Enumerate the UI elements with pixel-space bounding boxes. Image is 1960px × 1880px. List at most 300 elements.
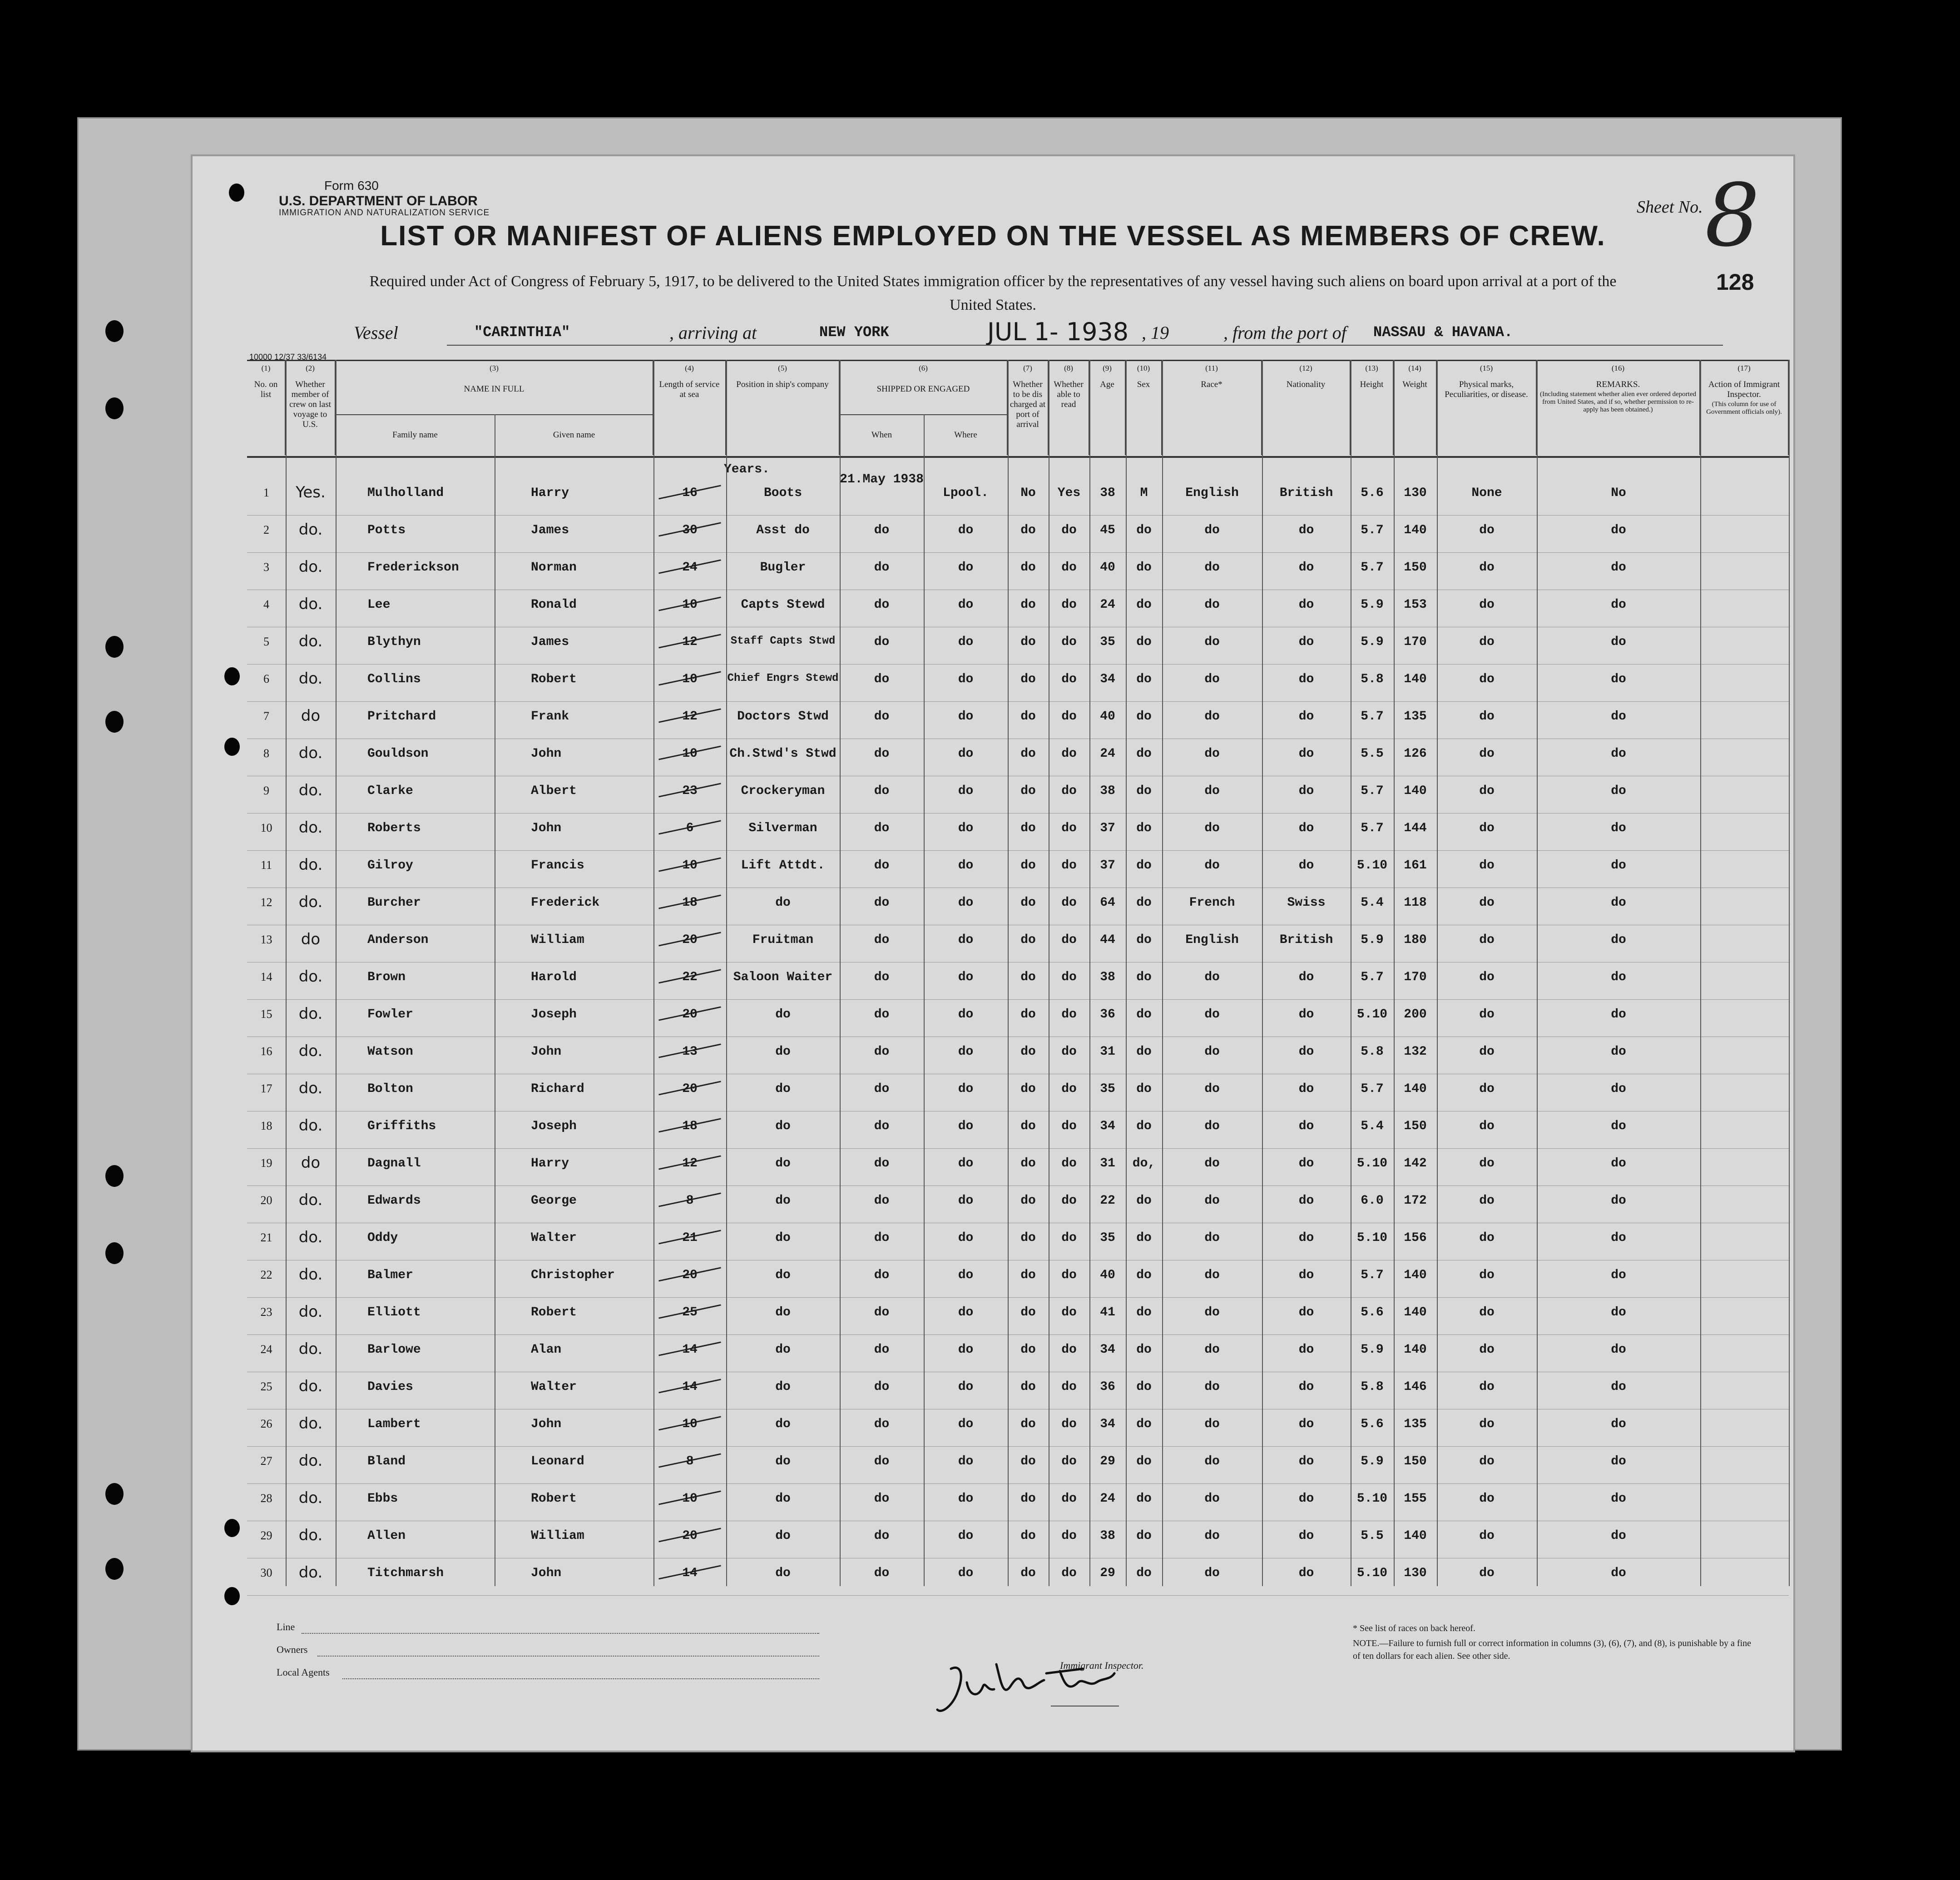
cell-race: do: [1204, 523, 1220, 537]
cell-service: 8: [686, 1194, 694, 1208]
cell-discharged: do: [1020, 598, 1036, 612]
cell-crew: do.: [298, 967, 323, 986]
cell-crew: do.: [298, 632, 323, 650]
cell-when: do: [874, 1156, 890, 1171]
manifest-sheet: [191, 154, 1795, 1752]
cell-where: do: [958, 1343, 974, 1357]
cell-given: John: [531, 747, 562, 761]
cell-sex: do: [1136, 1454, 1152, 1468]
cell-crew: do.: [298, 1340, 323, 1358]
column-subheader: Where: [954, 430, 977, 440]
cell-read: do: [1061, 709, 1077, 724]
cell-no: 3: [263, 561, 269, 574]
cell-height: 5.6: [1361, 1417, 1384, 1431]
table-row: [247, 776, 1789, 814]
cell-family: Lambert: [367, 1417, 421, 1431]
cell-when: do: [874, 1007, 890, 1022]
cell-when: do: [874, 635, 890, 649]
cell-service: 20: [682, 1529, 698, 1543]
cell-marks: do: [1479, 635, 1495, 649]
cell-no: 2: [263, 523, 269, 536]
cell-given: Alan: [531, 1343, 562, 1357]
agents-field: [342, 1677, 819, 1679]
cell-service: 10: [682, 747, 698, 761]
cell-read: do: [1061, 561, 1077, 575]
cell-weight: 140: [1404, 1343, 1427, 1357]
cell-sex: do: [1136, 561, 1152, 575]
cell-position: Bugler: [760, 561, 806, 575]
column-divider: [1394, 360, 1395, 1586]
column-divider: [336, 360, 337, 1586]
cell-race: English: [1185, 486, 1239, 500]
cell-no: 29: [260, 1529, 272, 1542]
owners-field: [317, 1655, 819, 1657]
cell-service: 14: [682, 1380, 698, 1394]
cell-nationality: do: [1298, 1380, 1314, 1394]
cell-remarks: do: [1611, 523, 1626, 537]
cell-given: Frederick: [531, 896, 600, 910]
cell-height: 5.6: [1361, 1305, 1384, 1319]
penalty-note: NOTE.—Failure to furnish full or correct information in columns (3), (6), (7), and (8), is punishable by a fine of ten dollars for each alien. See other side.: [1353, 1638, 1752, 1661]
cell-discharged: do: [1020, 1566, 1036, 1580]
cell-service: 30: [682, 523, 698, 537]
cell-crew: do.: [298, 1303, 323, 1321]
local-agents-label: Local Agents: [277, 1667, 330, 1678]
subcolumn-divider: [924, 414, 925, 1586]
cell-marks: do: [1479, 1492, 1495, 1506]
cell-family: Lee: [367, 598, 391, 612]
cell-position: do: [775, 1268, 791, 1282]
column-subheader: When: [871, 430, 892, 440]
cell-crew: do: [301, 707, 321, 725]
cell-discharged: do: [1020, 970, 1036, 984]
cell-when: do: [874, 821, 890, 835]
binder-hole: [105, 711, 124, 733]
cell-no: 27: [260, 1454, 272, 1468]
table-row: [247, 701, 1789, 739]
column-divider: [1089, 360, 1090, 1586]
cell-discharged: do: [1020, 635, 1036, 649]
cell-height: 5.8: [1361, 1380, 1384, 1394]
column-label: Physical marks, Peculiarities, or disease.: [1445, 380, 1528, 399]
cell-read: do: [1061, 821, 1077, 835]
cell-remarks: do: [1611, 1305, 1626, 1319]
cell-family: Burcher: [367, 896, 421, 910]
cell-height: 5.7: [1361, 1082, 1384, 1096]
cell-crew: do.: [298, 558, 323, 576]
cell-given: James: [531, 523, 569, 537]
cell-remarks: do: [1611, 1119, 1626, 1133]
cell-weight: 170: [1404, 635, 1427, 649]
cell-remarks: do: [1611, 1343, 1626, 1357]
header-rule: [247, 456, 1789, 458]
column-note: (This column for use of Government officials only).: [1706, 401, 1782, 416]
cell-race: do: [1204, 1343, 1220, 1357]
cell-race: do: [1204, 1268, 1220, 1282]
cell-marks: do: [1479, 598, 1495, 612]
cell-weight: 126: [1404, 747, 1427, 761]
cell-remarks: do: [1611, 1566, 1626, 1580]
cell-discharged: do: [1020, 1231, 1036, 1245]
column-number: (11): [1205, 364, 1218, 372]
cell-when: do: [874, 1305, 890, 1319]
cell-nationality: do: [1298, 1231, 1314, 1245]
cell-where: do: [958, 1082, 974, 1096]
cell-crew: do.: [298, 781, 323, 799]
cell-given: Frank: [531, 709, 569, 724]
cell-read: do: [1061, 1566, 1077, 1580]
cell-where: do: [958, 1454, 974, 1468]
sheet-label: Sheet No.: [1637, 198, 1703, 217]
cell-when: do: [874, 1492, 890, 1506]
binder-hole: [105, 397, 124, 419]
column-number: (1): [261, 364, 271, 372]
column-label: Race*: [1201, 380, 1223, 389]
cell-given: Robert: [531, 1492, 577, 1506]
years-label: Years.: [724, 462, 770, 476]
cell-sex: do: [1136, 821, 1152, 835]
cell-remarks: No: [1611, 486, 1626, 500]
cell-when: do: [874, 1343, 890, 1357]
cell-position: Silverman: [748, 821, 817, 835]
cell-weight: 161: [1404, 858, 1427, 873]
cell-remarks: do: [1611, 858, 1626, 873]
column-divider: [653, 360, 654, 1586]
cell-race: do: [1204, 709, 1220, 724]
cell-nationality: do: [1298, 747, 1314, 761]
column-label: No. on list: [254, 380, 278, 399]
cell-nationality: do: [1298, 709, 1314, 724]
table-row: [247, 1297, 1789, 1335]
column-divider: [1162, 360, 1163, 1586]
column-number: (4): [685, 364, 694, 372]
column-divider: [286, 360, 287, 1586]
cell-marks: do: [1479, 1045, 1495, 1059]
cell-weight: 180: [1404, 933, 1427, 947]
cell-position: Ch.Stwd's Stwd: [729, 747, 836, 761]
cell-marks: do: [1479, 1007, 1495, 1022]
cell-marks: do: [1479, 1566, 1495, 1580]
cell-sex: do: [1136, 1305, 1152, 1319]
cell-service: 14: [682, 1343, 698, 1357]
cell-position: do: [775, 1045, 791, 1059]
cell-race: do: [1204, 1231, 1220, 1245]
signature-stroke: [937, 1664, 1114, 1711]
cell-race: do: [1204, 561, 1220, 575]
cell-when: do: [874, 858, 890, 873]
cell-read: do: [1061, 747, 1077, 761]
cell-height: 5.4: [1361, 896, 1384, 910]
cell-nationality: do: [1298, 1119, 1314, 1133]
cell-position: do: [775, 1529, 791, 1543]
cell-crew: do.: [298, 1377, 323, 1395]
cell-nationality: do: [1298, 1454, 1314, 1468]
cell-height: 5.9: [1361, 1343, 1384, 1357]
cell-family: Clarke: [367, 784, 413, 798]
cell-given: John: [531, 1045, 562, 1059]
line-label: Line: [277, 1621, 295, 1632]
cell-race: do: [1204, 1417, 1220, 1431]
table-row: [247, 999, 1789, 1037]
cell-remarks: do: [1611, 970, 1626, 984]
cell-family: Anderson: [367, 933, 429, 947]
print-code: 10000 12/37 33/6134: [249, 352, 327, 362]
cell-nationality: do: [1298, 784, 1314, 798]
cell-given: John: [531, 1417, 562, 1431]
cell-sex: do: [1136, 1529, 1152, 1543]
cell-service: 10: [682, 1492, 698, 1506]
cell-sex: do: [1136, 747, 1152, 761]
cell-nationality: do: [1298, 1268, 1314, 1282]
column-label: Nationality: [1286, 380, 1326, 389]
cell-service: 12: [682, 635, 698, 649]
column-number: (3): [490, 364, 499, 372]
cell-nationality: do: [1298, 1417, 1314, 1431]
cell-weight: 140: [1404, 1305, 1427, 1319]
table-row: [247, 1111, 1789, 1149]
cell-discharged: do: [1020, 821, 1036, 835]
cell-nationality: do: [1298, 1082, 1314, 1096]
cell-discharged: do: [1020, 1305, 1036, 1319]
cell-nationality: do: [1298, 672, 1314, 686]
sheet-number: 8: [1705, 165, 1760, 266]
cell-position: do: [775, 1380, 791, 1394]
table-row: [247, 1409, 1789, 1447]
cell-family: Frederickson: [367, 561, 459, 575]
cell-when: do: [874, 598, 890, 612]
cell-remarks: do: [1611, 1454, 1626, 1468]
column-label: Sex: [1137, 380, 1150, 389]
column-divider: [1008, 360, 1009, 1586]
table-row: [247, 1558, 1789, 1596]
column-header: [1089, 360, 1126, 455]
cell-crew: do: [301, 930, 321, 948]
cell-discharged: do: [1020, 1417, 1036, 1431]
cell-no: 10: [260, 821, 272, 834]
cell-marks: do: [1479, 1454, 1495, 1468]
cell-no: 19: [260, 1156, 272, 1170]
cell-discharged: do: [1020, 672, 1036, 686]
cell-race: do: [1204, 598, 1220, 612]
cell-nationality: do: [1298, 858, 1314, 873]
cell-weight: 153: [1404, 598, 1427, 612]
cell-sex: do: [1136, 1343, 1152, 1357]
cell-service: 21: [682, 1231, 698, 1245]
cell-sex: do: [1136, 523, 1152, 537]
cell-given: John: [531, 1566, 562, 1580]
cell-height: 5.7: [1361, 821, 1384, 835]
table-row: [247, 627, 1789, 665]
cell-height: 5.4: [1361, 1119, 1384, 1133]
cell-read: do: [1061, 1007, 1077, 1022]
cell-age: 35: [1100, 1082, 1115, 1096]
cell-remarks: do: [1611, 1492, 1626, 1506]
cell-nationality: do: [1298, 523, 1314, 537]
column-label: Whether to be dis charged at port of arrival: [1010, 380, 1046, 429]
cell-read: Yes: [1057, 486, 1081, 500]
cell-where: do: [958, 672, 974, 686]
cell-marks: do: [1479, 1529, 1495, 1543]
cell-remarks: do: [1611, 1194, 1626, 1208]
cell-family: Oddy: [367, 1231, 398, 1245]
cell-sex: do: [1136, 1492, 1152, 1506]
cell-weight: 140: [1404, 1268, 1427, 1282]
cell-remarks: do: [1611, 635, 1626, 649]
cell-service: 10: [682, 858, 698, 873]
cell-discharged: do: [1020, 561, 1036, 575]
cell-weight: 140: [1404, 672, 1427, 686]
cell-position: do: [775, 1082, 791, 1096]
cell-height: 5.10: [1356, 1492, 1388, 1506]
punch-hole: [224, 667, 240, 685]
cell-race: do: [1204, 1454, 1220, 1468]
cell-service: 12: [682, 1156, 698, 1171]
column-number: (5): [778, 364, 787, 372]
cell-discharged: do: [1020, 933, 1036, 947]
cell-discharged: do: [1020, 1119, 1036, 1133]
cell-weight: 150: [1404, 561, 1427, 575]
cell-position: Boots: [763, 486, 802, 500]
cell-position: Lift Attdt.: [741, 858, 825, 873]
cell-service: 10: [682, 672, 698, 686]
cell-family: Roberts: [367, 821, 421, 835]
cell-height: 5.8: [1361, 672, 1384, 686]
cell-remarks: do: [1611, 1231, 1626, 1245]
cell-no: 30: [260, 1566, 272, 1579]
column-number: (14): [1408, 364, 1421, 372]
cell-marks: do: [1479, 1156, 1495, 1171]
cell-height: 5.9: [1361, 1454, 1384, 1468]
cell-height: 6.0: [1361, 1194, 1384, 1208]
cell-race: do: [1204, 858, 1220, 873]
cell-crew: do.: [298, 521, 323, 539]
cell-family: Potts: [367, 523, 406, 537]
cell-race: do: [1204, 747, 1220, 761]
cell-where: do: [958, 1007, 974, 1022]
cell-where: do: [958, 1305, 974, 1319]
cell-sex: do: [1136, 1045, 1152, 1059]
cell-height: 5.9: [1361, 598, 1384, 612]
cell-marks: do: [1479, 747, 1495, 761]
cell-family: Collins: [367, 672, 421, 686]
column-label: Position in ship's company: [736, 380, 829, 389]
column-divider: [726, 360, 727, 1586]
cell-weight: 150: [1404, 1119, 1427, 1133]
cell-position: Staff Capts Stwd: [730, 635, 836, 647]
cell-given: Joseph: [531, 1119, 577, 1133]
cell-height: 5.10: [1356, 1156, 1388, 1171]
cell-where: do: [958, 523, 974, 537]
column-subheader: Family name: [392, 430, 438, 440]
cell-age: 24: [1100, 598, 1115, 612]
cell-sex: do: [1136, 1007, 1152, 1022]
cell-marks: do: [1479, 561, 1495, 575]
cell-age: 35: [1100, 635, 1115, 649]
cell-service: 18: [682, 1119, 698, 1133]
column-header: [726, 360, 840, 455]
cell-position: do: [775, 1194, 791, 1208]
cell-discharged: do: [1020, 1045, 1036, 1059]
cell-remarks: do: [1611, 561, 1626, 575]
cell-age: 36: [1100, 1380, 1115, 1394]
cell-given: Ronald: [531, 598, 577, 612]
cell-family: Dagnall: [367, 1156, 421, 1171]
cell-service: 8: [686, 1454, 694, 1468]
cell-nationality: do: [1298, 561, 1314, 575]
cell-crew: do.: [298, 1526, 323, 1544]
cell-marks: do: [1479, 1231, 1495, 1245]
cell-nationality: do: [1298, 1156, 1314, 1171]
cell-weight: 172: [1404, 1194, 1427, 1208]
cell-position: do: [775, 896, 791, 910]
cell-when: do: [874, 561, 890, 575]
punch-hole: [224, 1519, 240, 1537]
cell-age: 37: [1100, 858, 1115, 873]
table-row: [247, 1334, 1789, 1372]
cell-sex: M: [1140, 486, 1148, 500]
cell-service: 10: [682, 1417, 698, 1431]
cell-crew: do.: [298, 856, 323, 874]
cell-race: do: [1204, 635, 1220, 649]
cell-marks: do: [1479, 1082, 1495, 1096]
cell-weight: 156: [1404, 1231, 1427, 1245]
cell-weight: 146: [1404, 1380, 1427, 1394]
cell-discharged: do: [1020, 784, 1036, 798]
column-divider: [1126, 360, 1127, 1586]
table-row: [247, 888, 1789, 925]
cell-family: Davies: [367, 1380, 413, 1394]
cell-read: do: [1061, 635, 1077, 649]
column-number: (16): [1611, 364, 1625, 372]
cell-position: do: [775, 1119, 791, 1133]
cell-crew: do.: [298, 1079, 323, 1097]
cell-position: Chief Engrs Stewd: [727, 672, 839, 685]
cell-crew: do.: [298, 1414, 323, 1433]
cell-family: Brown: [367, 970, 406, 984]
cell-service: 12: [682, 709, 698, 724]
cell-marks: do: [1479, 896, 1495, 910]
binder-hole: [105, 1558, 124, 1580]
column-header: [1262, 360, 1351, 455]
cell-given: John: [531, 821, 562, 835]
cell-when: do: [874, 1454, 890, 1468]
cell-weight: 155: [1404, 1492, 1427, 1506]
cell-height: 5.5: [1361, 747, 1384, 761]
cell-discharged: do: [1020, 1268, 1036, 1282]
cell-given: Harry: [531, 486, 569, 500]
subheader-rule: [840, 414, 1007, 415]
cell-age: 64: [1100, 896, 1115, 910]
cell-nationality: do: [1298, 635, 1314, 649]
cell-race: do: [1204, 1305, 1220, 1319]
cell-sex: do: [1136, 784, 1152, 798]
cell-remarks: do: [1611, 709, 1626, 724]
cell-where: do: [958, 1417, 974, 1431]
cell-race: do: [1204, 970, 1220, 984]
cell-position: Crockeryman: [741, 784, 825, 798]
cell-no: 11: [260, 858, 272, 872]
cell-no: 1: [263, 486, 269, 499]
cell-age: 37: [1100, 821, 1115, 835]
cell-where: do: [958, 598, 974, 612]
cell-height: 5.10: [1356, 1007, 1388, 1022]
table-row: [247, 850, 1789, 888]
cell-age: 38: [1100, 970, 1115, 984]
cell-read: do: [1061, 1380, 1077, 1394]
cell-age: 29: [1100, 1566, 1115, 1580]
column-divider: [1262, 360, 1263, 1586]
punch-hole: [229, 184, 244, 202]
